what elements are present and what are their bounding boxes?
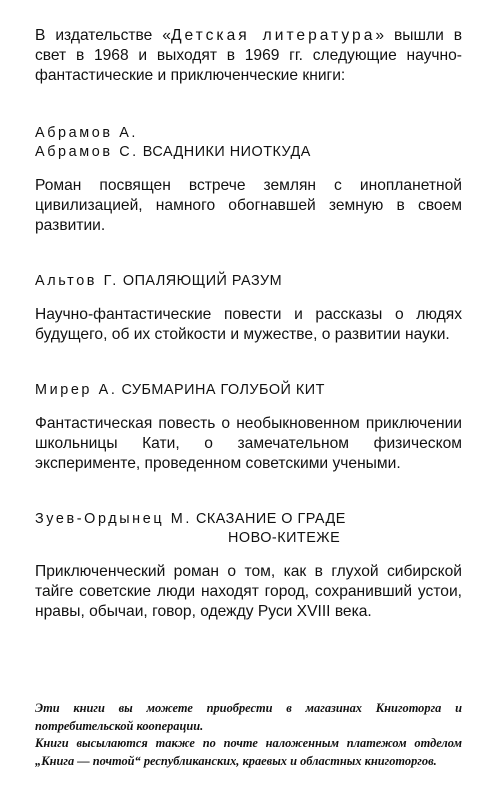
intro-paragraph bbox=[35, 26, 462, 86]
book-title: ОПАЛЯЮЩИЙ РАЗУМ bbox=[122, 273, 283, 289]
book-entry bbox=[35, 381, 462, 474]
intro-text-end: » вышли в свет в 1968 и выходят в 1969 гг. следующие научно-фантастические и приключенческие книги: bbox=[35, 27, 463, 84]
book-title: ВСАДНИКИ НИОТКУДА bbox=[142, 144, 311, 160]
book-authors bbox=[35, 510, 462, 548]
author-name: Зуев-Ордынец М. bbox=[35, 511, 192, 527]
author-line bbox=[35, 124, 462, 143]
book-description: Фантастическая повесть о необыкновенном приключении школьницы Кати, о замечательном физическом эксперименте, проведенном советскими учеными. bbox=[35, 415, 462, 472]
book-authors bbox=[35, 381, 462, 400]
book-authors bbox=[35, 272, 462, 291]
author-line bbox=[35, 510, 462, 529]
mail-order-note-line: Книги высылаются также по почте наложенным платежом отделом „Книга — почтой“ республиканских, краевых и областных книготоргов. bbox=[35, 736, 462, 768]
book-description: Приключенческий роман о том, как в глухой сибирской тайге советские люди находят город, сохранивший устои, нравы, обычаи, говор, одежду Руси XVIII века. bbox=[35, 563, 462, 620]
book-entry bbox=[35, 510, 462, 622]
book-description: Научно-фантастические повести и рассказы о людях будущего, об их стойкости и мужестве, о развитии науки. bbox=[35, 306, 462, 343]
purchase-note bbox=[35, 700, 462, 770]
author-line bbox=[35, 272, 462, 291]
book-description: Роман посвящен встрече землян с инопланетной цивилизацией, намного обогнавшей земную в своем развитии. bbox=[35, 177, 462, 234]
book-title-continuation: НОВО-КИТЕЖЕ bbox=[228, 530, 341, 546]
purchase-note-line: Эти книги вы можете приобрести в магазинах Книготорга и потребительской кооперации. bbox=[35, 701, 462, 733]
intro-text-start: В издательстве « bbox=[35, 27, 171, 44]
publisher-name: Детская литература bbox=[170, 27, 376, 44]
book-entry bbox=[35, 124, 462, 236]
author-name: Мирер А. bbox=[35, 382, 118, 398]
author-name: Альтов Г. bbox=[35, 273, 119, 289]
author-name: Абрамов А. bbox=[35, 125, 138, 141]
author-name: Абрамов С. bbox=[35, 144, 139, 160]
book-authors bbox=[35, 124, 462, 162]
author-line bbox=[35, 143, 462, 162]
author-line bbox=[35, 381, 462, 400]
book-title: СКАЗАНИЕ О ГРАДЕ bbox=[195, 511, 346, 527]
book-title: СУБМАРИНА ГОЛУБОЙ КИТ bbox=[121, 382, 325, 398]
book-entry bbox=[35, 272, 462, 345]
